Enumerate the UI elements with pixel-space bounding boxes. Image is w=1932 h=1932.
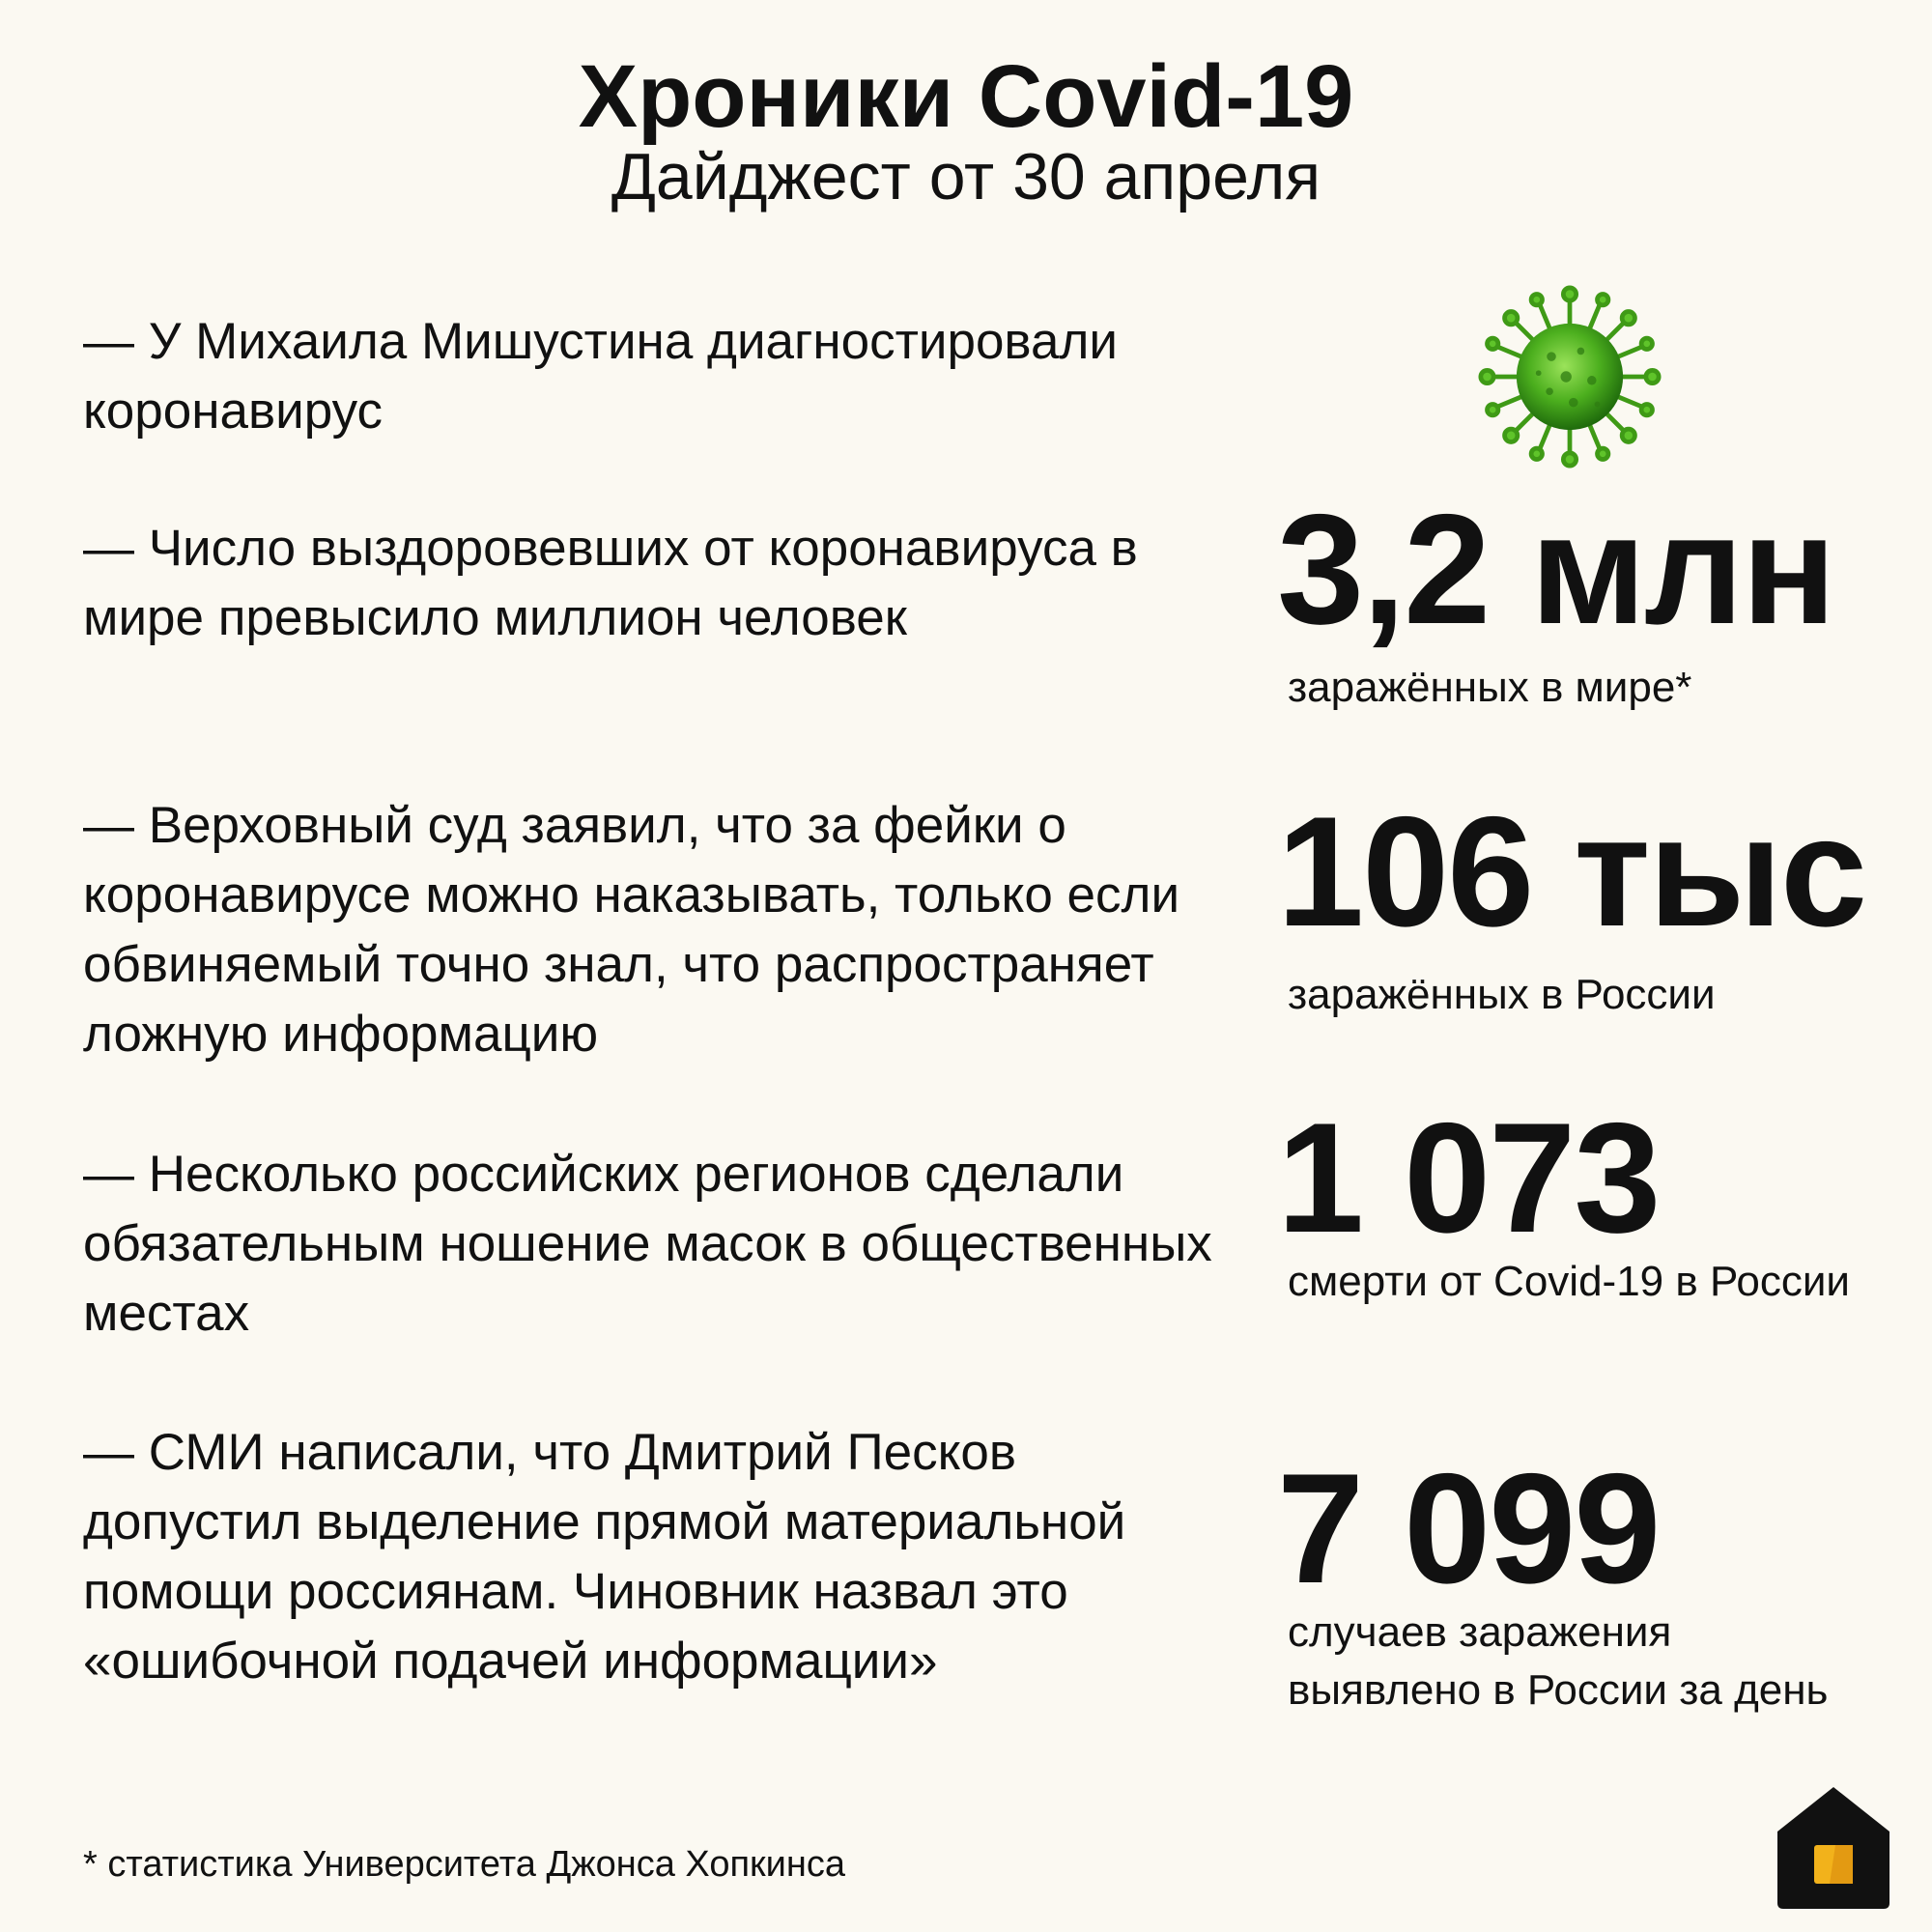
stat-label-daily-cases: случаев заражения выявлено в России за день: [1288, 1608, 1829, 1714]
stat-value-world-cases: 3,2 млн: [1277, 482, 1834, 657]
footnote: * статистика Университета Джонса Хопкинса: [83, 1844, 846, 1885]
page-subtitle: Дайджест от 30 апреля: [611, 140, 1321, 213]
stat-value-russia-cases: 106 тыс: [1277, 784, 1866, 959]
stat-value-daily-cases: 7 099: [1277, 1441, 1660, 1616]
news-item-3: — Верховный суд заявил, что за фейки о коронавирусе можно наказывать, только если обвиняемый точно знал, что распространяет ложную информацию: [83, 797, 1180, 1063]
news-item-5: — СМИ написали, что Дмитрий Песков допустил выделение прямой материальной помощи россиянам. Чиновник назвал это «ошибочной подачей информации»: [83, 1424, 1126, 1690]
news-item-4: — Несколько российских регионов сделали обязательным ношение масок в общественных местах: [83, 1146, 1212, 1342]
news-item-2: — Число выздоровевших от коронавируса в мире превысило миллион человек: [83, 520, 1138, 646]
virus-icon: [1478, 285, 1662, 469]
house-logo-icon: [1776, 1785, 1891, 1911]
stat-label-russia-cases: заражённых в России: [1288, 971, 1716, 1018]
stat-value-russia-deaths: 1 073: [1277, 1091, 1660, 1265]
news-item-1: — У Михаила Мишустина диагностировали коронавирус: [83, 313, 1118, 440]
page-title: Хроники Covid-19: [578, 47, 1354, 146]
stat-label-russia-deaths: смерти от Covid-19 в России: [1288, 1258, 1851, 1305]
stat-label-world-cases: заражённых в мире*: [1288, 664, 1692, 711]
